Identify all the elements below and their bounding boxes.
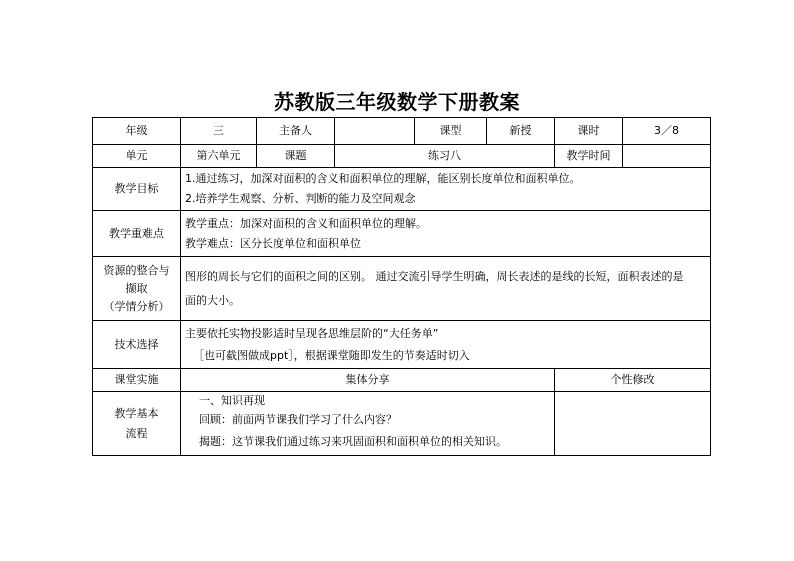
process-personal <box>555 392 711 456</box>
preparer-value <box>335 118 415 145</box>
grade-value: 三 <box>181 118 257 145</box>
teaching-time-label: 教学时间 <box>555 145 623 168</box>
key-point-line: 教学重点：加深对面积的含义和面积单位的理解。 <box>185 216 427 230</box>
personal-label: 个性修改 <box>555 369 711 392</box>
process-label-line: 流程 <box>125 426 148 440</box>
process-label <box>93 392 181 456</box>
row-unit <box>93 145 711 168</box>
goal-line: 1.通过练习，加深对面积的含义和面积单位的理解，能区别长度单位和面积单位。 <box>185 172 581 185</box>
key-point-line: 教学难点：区分长度单位和面积单位 <box>185 236 361 250</box>
grade-label: 年级 <box>93 118 181 145</box>
goal-line: 2.培养学生观察、分析、判断的能力及空间观念 <box>185 192 416 205</box>
row-grade <box>93 118 711 145</box>
tech-label: 技术选择 <box>93 321 181 369</box>
resources-label-line: 撷取 <box>125 281 148 295</box>
row-tech <box>93 321 711 369</box>
process-line: 一、知识再现 <box>199 394 265 407</box>
unit-value: 第六单元 <box>181 145 257 168</box>
tech-line: 主要依托实物投影适时呈现各思维层阶的“大任务单” <box>185 326 439 340</box>
teaching-time-value <box>623 145 711 168</box>
implementation-label: 课堂实施 <box>93 369 181 392</box>
row-resources <box>93 257 711 321</box>
key-points-label: 教学重难点 <box>93 211 181 257</box>
resources-label-line: 资源的整合与 <box>103 263 170 277</box>
topic-value: 练习八 <box>335 145 555 168</box>
tech-content <box>181 321 711 369</box>
resources-line: 图形的周长与它们的面积之间的区别。 通过交流引导学生明确，周长表述的是线的长短，面积表述的是 <box>185 269 684 283</box>
row-process <box>93 392 711 456</box>
goals-label: 教学目标 <box>93 168 181 211</box>
preparer-label: 主备人 <box>257 118 335 145</box>
resources-line: 面的大小。 <box>185 293 240 307</box>
process-line: 揭题：这节课我们通过练习来巩固面积和面积单位的相关知识。 <box>199 435 507 448</box>
row-key-points <box>93 211 711 257</box>
lesson-type-value: 新授 <box>487 118 555 145</box>
process-line: 回顾：前面两节课我们学习了什么内容？ <box>199 413 397 426</box>
shared-label: 集体分享 <box>181 369 555 392</box>
period-label: 课时 <box>555 118 623 145</box>
row-goals <box>93 168 711 211</box>
unit-label: 单元 <box>93 145 181 168</box>
goals-content <box>181 168 711 211</box>
row-implementation <box>93 369 711 392</box>
page-title: 苏教版三年级数学下册教案 <box>274 90 520 114</box>
process-content <box>181 392 555 456</box>
tech-line: ［也可截图做成ppt］，根据课堂随即发生的节奏适时切入 <box>193 348 470 362</box>
key-points-content <box>181 211 711 257</box>
process-label-line: 教学基本 <box>114 406 159 420</box>
topic-label: 课题 <box>257 145 335 168</box>
resources-content <box>181 257 711 321</box>
resources-label <box>93 257 181 321</box>
lesson-type-label: 课型 <box>415 118 487 145</box>
period-value: 3／8 <box>623 118 711 145</box>
lesson-plan-table <box>92 117 711 456</box>
resources-label-line: （学情分析） <box>103 299 170 313</box>
